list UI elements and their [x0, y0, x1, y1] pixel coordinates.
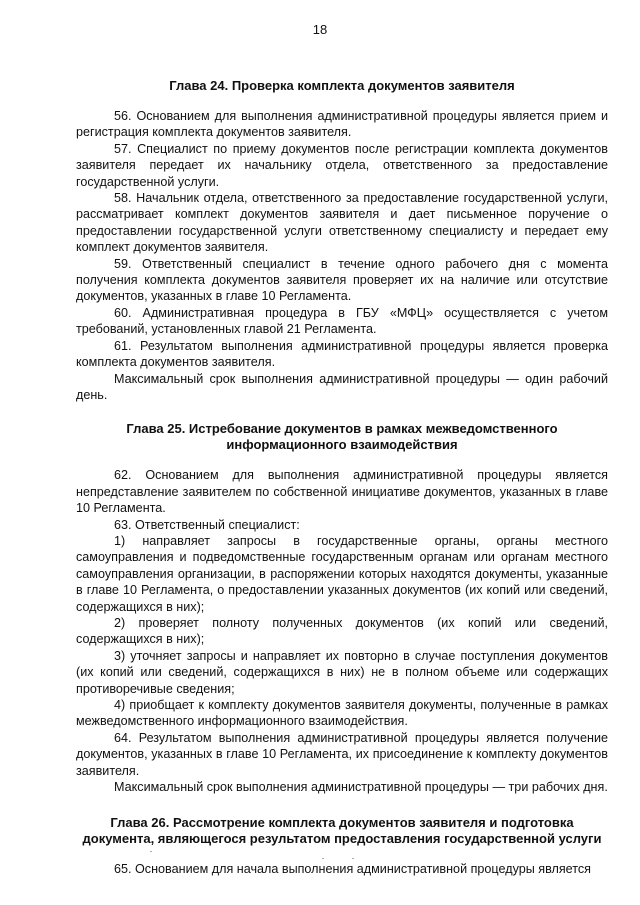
scan-artifact-dot — [352, 858, 354, 859]
document-body — [76, 70, 608, 878]
chapter-26-heading-line1: Глава 26. Рассмотрение комплекта документов заявителя и подготовка — [110, 815, 574, 831]
paragraph-56: 56. Основанием для выполнения административной процедуры является прием и регистрация комплекта документов заявителя. — [76, 109, 608, 140]
paragraph-63-item-2: 2) проверяет полноту полученных документов (их копий или сведений, содержащихся в них); — [76, 615, 608, 647]
paragraph-62: 62. Основанием для выполнения административной процедуры является непредставление заявителем по собственной инициативе документов, указанных в главе 10 Регламента. — [76, 468, 608, 516]
paragraph-max-term-24: Максимальный срок выполнения административной процедуры — один рабочий день. — [76, 371, 608, 402]
paragraph-63-item-3: 3) уточняет запросы и направляет их повторно в случае поступления документов (их копий или сведений, содержащихся в них) не в полном объеме или содержащих противоречивые сведения; — [76, 648, 608, 696]
scan-artifact-dot — [150, 851, 152, 852]
paragraph-max-term-25: Максимальный срок выполнения административной процедуры — три рабочих дня. — [114, 780, 608, 795]
chapter-26-heading-line2: документа, являющегося результатом предоставления государственной услуги — [82, 831, 602, 847]
paragraph-58: 58. Начальник отдела, ответственного за предоставление государственной услуги, рассматривает комплект документов заявителя и дает письменное поручение о предоставлении государственной услуги ответственному специалисту и передает ему комплект документов заявителя. — [76, 191, 608, 255]
chapter-24-heading: Глава 24. Проверка комплекта документов заявителя — [169, 78, 515, 93]
chapter-25-heading-line1: Глава 25. Истребование документов в рамках межведомственного — [126, 421, 558, 437]
chapter-25-heading-line2: информационного взаимодействия — [226, 437, 458, 453]
paragraph-63-item-1: 1) направляет запросы в государственные органы, органы местного самоуправления и подведомственные государственным органам или органам местного самоуправления организации, в распоряжении которых находятся документы, указанные в главе 10 Регламента, о предоставлении указанных документов (их копий или сведений, содержащихся в них); — [76, 533, 608, 614]
paragraph-59: 59. Ответственный специалист в течение одного рабочего дня с момента получения комплекта документов заявителя проверяет их на наличие или отсутствие документов, указанных в главе 10 Регламента. — [76, 256, 608, 304]
scan-artifact-dot — [322, 858, 324, 859]
chapter-25-heading — [76, 421, 608, 453]
paragraph-63-item-4: 4) приобщает к комплекту документов заявителя документы, полученные в рамках межведомственного информационного взаимодействия. — [76, 698, 608, 729]
chapter-26-heading — [76, 815, 608, 847]
paragraph-60: 60. Административная процедура в ГБУ «МФЦ» осуществляется с учетом требований, установленных главой 21 Регламента. — [76, 305, 608, 337]
paragraph-63: 63. Ответственный специалист: — [114, 517, 300, 532]
paragraph-64: 64. Результатом выполнения административной процедуры является получение документов, указанных в главе 10 Регламента, их присоединение к комплекту документов заявителя. — [76, 730, 608, 778]
page-number: 18 — [312, 22, 328, 37]
paragraph-65: 65. Основанием для начала выполнения административной процедуры является — [114, 862, 591, 877]
paragraph-61: 61. Результатом выполнения административной процедуры является проверка комплекта документов заявителя. — [76, 338, 608, 370]
paragraph-57: 57. Специалист по приему документов после регистрации комплекта документов заявителя передает их начальнику отдела, ответственного за предоставление государственной услуги. — [76, 141, 608, 189]
